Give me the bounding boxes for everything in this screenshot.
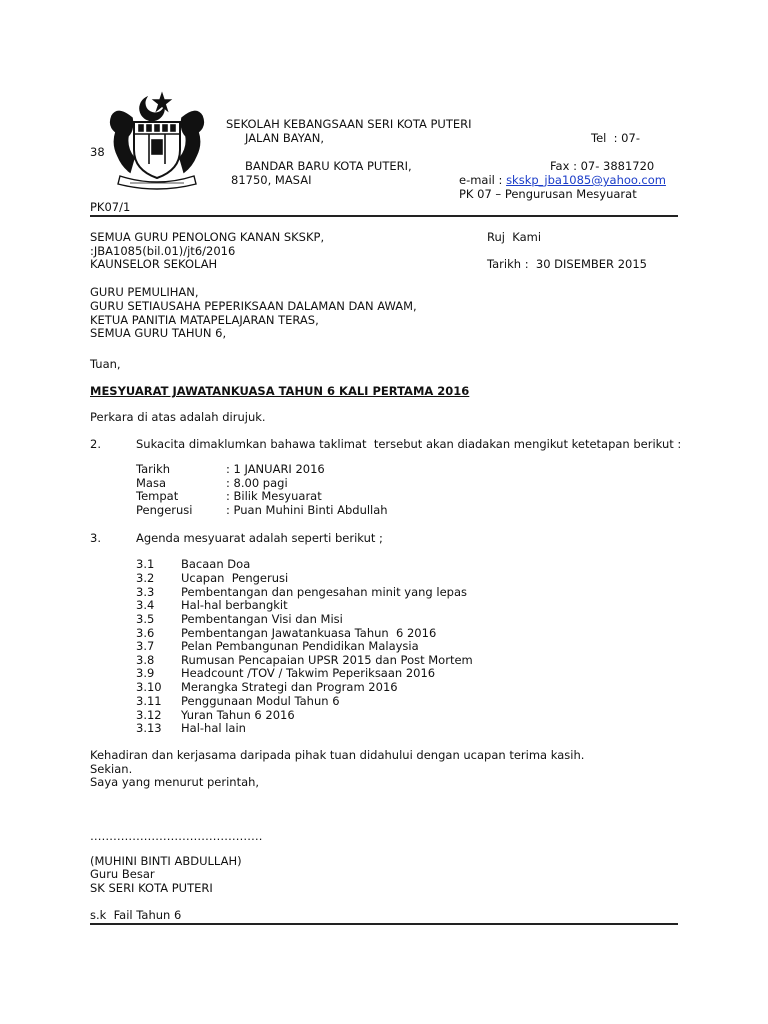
closing-sekian: Sekian. [90,762,133,776]
paragraph-2-text: Sukacita dimaklumkan bahawa taklimat tersebut akan diadakan mengikut ketetapan berikut : [136,437,682,451]
coat-of-arms-logo [104,88,210,194]
agenda-number: 3.2 [136,571,155,585]
detail-label: Pengerusi [136,503,193,517]
agenda-item: Merangka Strategi dan Program 2016 [181,680,398,694]
agenda-number: 3.11 [136,694,162,708]
signature-line: ……………………………………… [90,829,263,843]
recipient-line5: GURU SETIAUSAHA PEPERIKSAAN DALAMAN DAN AWAM, [90,299,417,313]
footer-divider [90,923,678,925]
detail-value: : Bilik Mesyuarat [226,489,322,503]
paragraph-2-number: 2. [90,437,101,451]
agenda-item: Penggunaan Modul Tahun 6 [181,694,340,708]
pk-code: PK 07 – Pengurusan Mesyuarat [459,187,637,201]
agenda-item: Pembentangan Jawatankuasa Tahun 6 2016 [181,626,437,640]
tel-number: Tel : 07- [591,131,640,145]
closing-thanks: Kehadiran dan kerjasama daripada pihak tuan didahului dengan ucapan terima kasih. [90,748,585,762]
closing-yours: Saya yang menurut perintah, [90,775,260,789]
reference-label: Ruj Kami [487,230,542,244]
detail-value: : Puan Muhini Binti Abdullah [226,503,388,517]
fax-number: Fax : 07- 3881720 [550,159,655,173]
agenda-item: Headcount /TOV / Takwim Peperiksaan 2016 [181,666,436,680]
header-divider [90,215,678,217]
letter-date: Tarikh : 30 DISEMBER 2015 [487,257,647,271]
email-line [459,173,666,187]
agenda-number: 3.7 [136,639,155,653]
school-name: SEKOLAH KEBANGSAAN SERI KOTA PUTERI [226,117,472,131]
email-label: e-mail : [459,173,507,187]
detail-value: : 8.00 pagi [226,476,288,490]
detail-label: Masa [136,476,167,490]
agenda-number: 3.12 [136,708,162,722]
agenda-item: Bacaan Doa [181,557,251,571]
address-line2: BANDAR BARU KOTA PUTERI, [245,159,412,173]
agenda-item: Yuran Tahun 6 2016 [181,708,295,722]
recipient-line4: GURU PEMULIHAN, [90,285,199,299]
signatory-role: Guru Besar [90,867,155,881]
detail-label: Tarikh [136,462,171,476]
agenda-number: 3.1 [136,557,155,571]
agenda-number: 3.10 [136,680,162,694]
signatory-school: SK SERI KOTA PUTERI [90,881,213,895]
agenda-number: 3.4 [136,598,155,612]
agenda-number: 3.5 [136,612,155,626]
address-line3: 81750, MASAI [231,173,312,187]
agenda-number: 3.6 [136,626,155,640]
detail-value: : 1 JANUARI 2016 [226,462,325,476]
letter-title: MESYUARAT JAWATANKUASA TAHUN 6 KALI PERTAMA 2016 [90,384,470,398]
agenda-number: 3.3 [136,585,155,599]
doc-code: PK07/1 [90,200,131,214]
agenda-number: 3.9 [136,666,155,680]
agenda-item: Pelan Pembangunan Pendidikan Malaysia [181,639,419,653]
agenda-item: Hal-hal berbangkit [181,598,288,612]
agenda-item: Ucapan Pengerusi [181,571,289,585]
agenda-number: 3.8 [136,653,155,667]
signatory-name: (MUHINI BINTI ABDULLAH) [90,854,242,868]
paragraph-3-number: 3. [90,531,101,545]
detail-label: Tempat [136,489,179,503]
salutation: Tuan, [90,357,121,371]
email-link[interactable]: skskp_jba1085@yahoo.com [506,173,666,187]
intro-paragraph: Perkara di atas adalah dirujuk. [90,410,266,424]
agenda-item: Pembentangan dan pengesahan minit yang lepas [181,585,468,599]
paragraph-3-text: Agenda mesyuarat adalah seperti berikut ; [136,531,383,545]
agenda-item: Rumusan Pencapaian UPSR 2015 dan Post Mortem [181,653,473,667]
agenda-number: 3.13 [136,721,162,735]
agenda-item: Pembentangan Visi dan Misi [181,612,343,626]
recipient-line1: SEMUA GURU PENOLONG KANAN SKSKP, [90,230,325,244]
cc-line: s.k Fail Tahun 6 [90,908,182,922]
tel-number-wrap: 38 [90,145,105,159]
recipient-line6: KETUA PANITIA MATAPELAJARAN TERAS, [90,313,319,327]
address-line1: JALAN BAYAN, [245,131,324,145]
reference-number: :JBA1085(bil.01)/jt6/2016 [90,244,236,258]
recipient-line3: KAUNSELOR SEKOLAH [90,257,218,271]
agenda-item: Hal-hal lain [181,721,246,735]
recipient-line7: SEMUA GURU TAHUN 6, [90,326,227,340]
